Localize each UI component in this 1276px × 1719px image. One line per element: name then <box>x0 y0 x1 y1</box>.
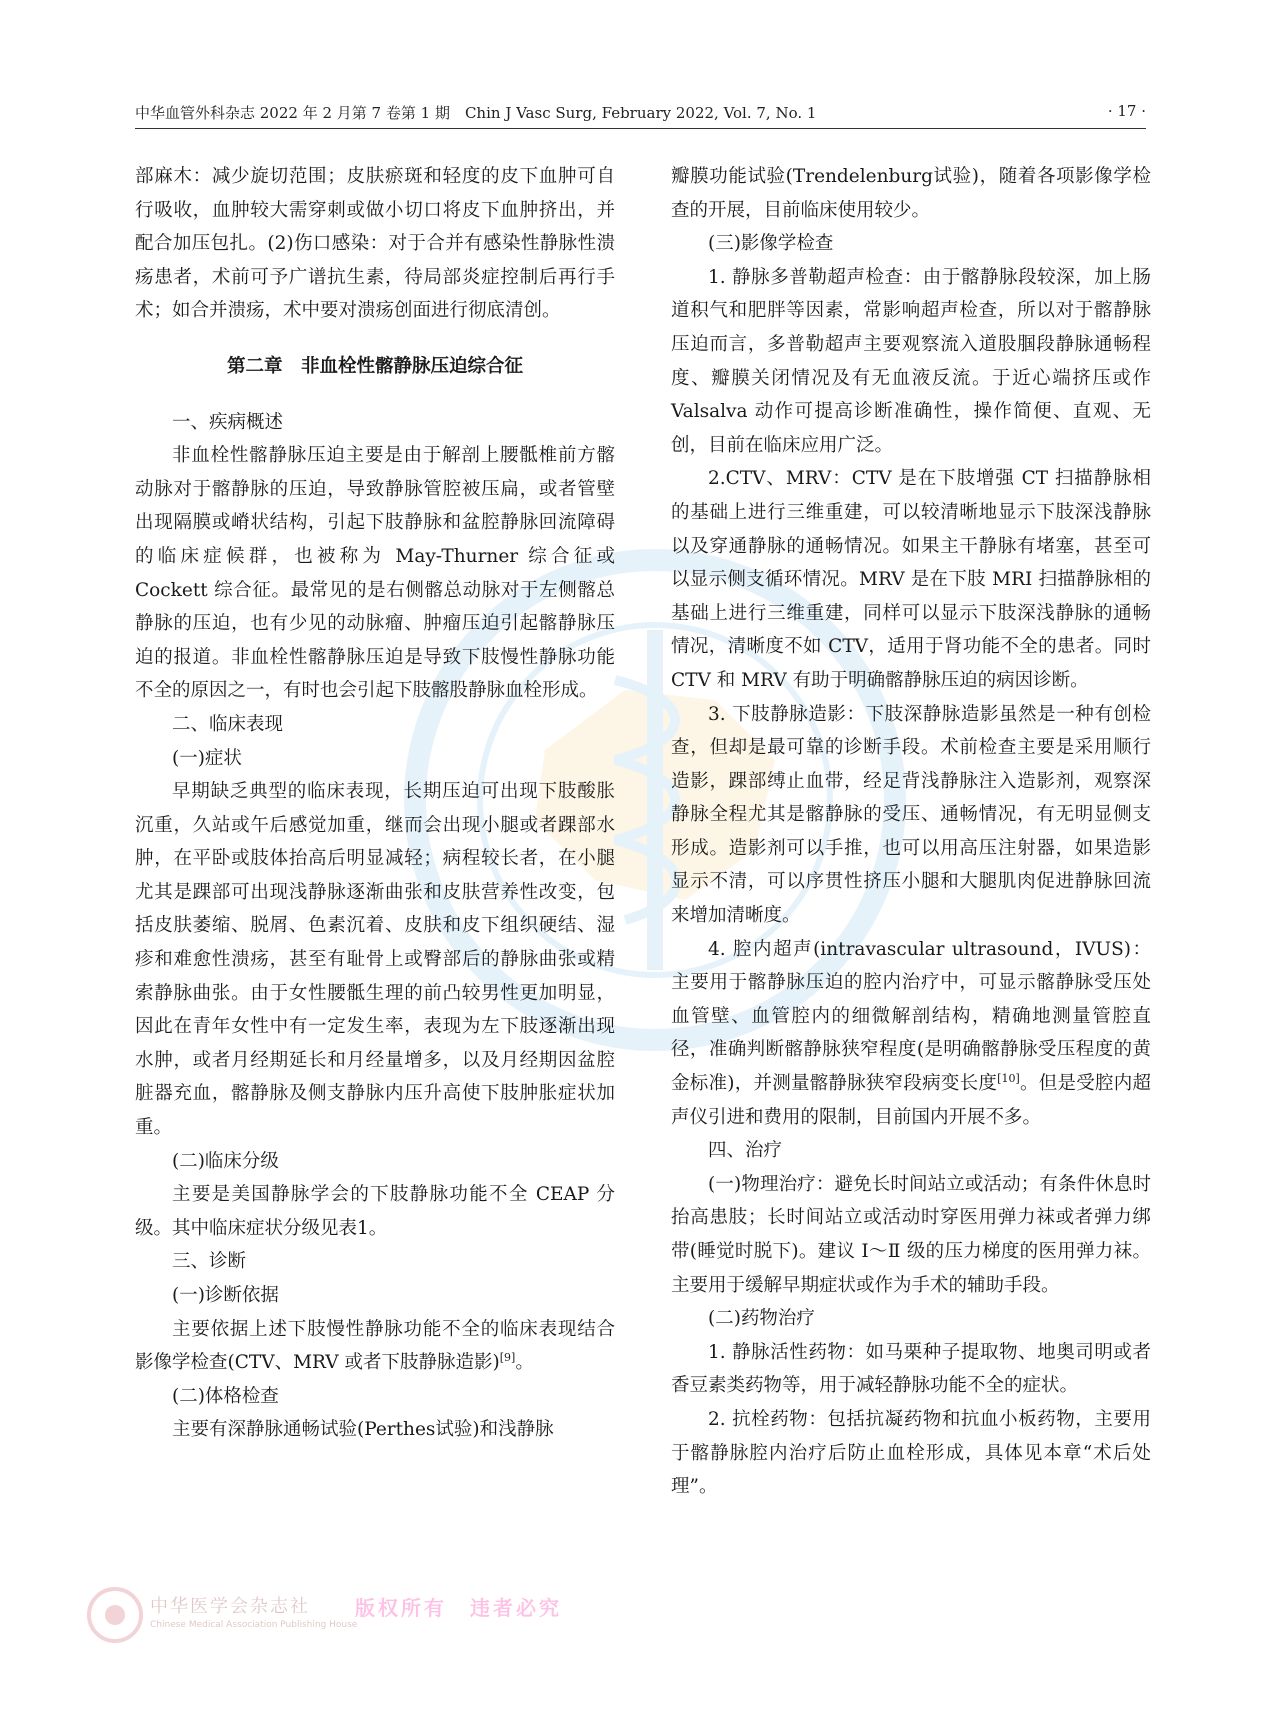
copyright-stamp: 版权所有 违者必究 <box>355 1596 562 1620</box>
page-number: · 17 · <box>1107 102 1146 120</box>
subsection-heading: (二)临床分级 <box>172 1150 279 1172</box>
journal-citation: 中华血管外科杂志 2022 年 2 月第 7 卷第 1 期 Chin J Vasc Surg, February 2022, Vol. 7, No. 1 <box>135 104 817 122</box>
publisher-name: 中华医学会杂志社 <box>150 1596 310 1617</box>
paragraph: 1. 静脉活性药物：如马栗种子提取物、地奥司明或者香豆素类药物等，用于减轻静脉功能不全的症状。 <box>671 1341 1151 1397</box>
section-heading: 四、治疗 <box>708 1140 783 1162</box>
section-heading: 一、疾病概述 <box>172 411 284 433</box>
citation-ref[interactable]: [10] <box>997 1071 1020 1085</box>
publisher-name-en: Chinese Medical Association Publishing House <box>150 1620 358 1630</box>
right-column <box>671 160 1151 1504</box>
paragraph: 早期缺乏典型的临床表现，长期压迫可出现下肢酸胀沉重，久站或午后感觉加重，继而会出现小腿或者踝部水肿，在平卧或肢体抬高后明显减轻；病程较长者，在小腿尤其是踝部可出现浅静脉逐渐曲张和皮肤营养性改变，包括皮肤萎缩、脱屑、色素沉着、皮肤和皮下组织硬结、湿疹和难愈性溃疡，甚至有耻骨上或臀部后的静脉曲张或精索静脉曲张。由于女性腰骶生理的前凸较男性更加明显，因此在青年女性中有一定发生率，表现为左下肢逐渐出现水肿，或者月经期延长和月经量增多，以及月经期因盆腔脏器充血，髂静脉及侧支静脉内压升高使下肢肿胀症状加重。 <box>135 781 615 1139</box>
subsection-heading: (二)体格检查 <box>172 1385 279 1407</box>
citation-ref[interactable]: [9] <box>499 1351 516 1365</box>
running-header <box>135 102 1146 128</box>
paragraph: 2. 抗栓药物：包括抗凝药物和抗血小板药物，主要用于髂静脉腔内治疗后防止血栓形成，具体见本章“术后处理”。 <box>671 1408 1151 1498</box>
header-rule <box>135 128 1146 129</box>
section-heading: 三、诊断 <box>172 1251 247 1273</box>
paragraph: 1. 静脉多普勒超声检查：由于髂静脉段较深，加上肠道积气和肥胖等因素，常影响超声检查，所以对于髂静脉压迫而言，多普勒超声主要观察流入道股腘段静脉通畅程度、瓣膜关闭情况及有无血液反流。于近心端挤压或作 Valsalva 动作可提高诊断准确性，操作简便、直观、无创，目前在临床应用广泛。 <box>671 266 1151 456</box>
subsection-heading: (一)诊断依据 <box>172 1285 279 1306</box>
paragraph: (一)物理治疗：避免长时间站立或活动；有条件休息时抬高患肢；长时间站立或活动时穿医用弹力袜或者弹力绑带(睡觉时脱下)。建议 Ⅰ～Ⅱ 级的压力梯度的医用弹力袜。主要用于缓解早期症状或作为手术的辅助手段。 <box>671 1173 1151 1296</box>
chapter-heading: 第二章 非血栓性髂静脉压迫综合征 <box>226 355 523 377</box>
paragraph <box>671 933 1151 1135</box>
subsection-heading: (二)药物治疗 <box>708 1308 815 1330</box>
paragraph-text: 。 <box>515 1352 534 1374</box>
paragraph: 部麻木：减少旋切范围；皮肤瘀斑和轻度的皮下血肿可自行吸收，血肿较大需穿刺或做小切口将皮下血肿挤出，并配合加压包扎。(2)伤口感染：对于合并有感染性静脉性溃疡患者，术前可予广谱抗生素，待局部炎症控制后再行手术；如合并溃疡，术中要对溃疡创面进行彻底清创。 <box>135 166 615 322</box>
paragraph: 2.CTV、MRV：CTV 是在下肢增强 CT 扫描静脉相的基础上进行三维重建，可以较清晰地显示下肢深浅静脉以及穿通静脉的通畅情况。如果主干静脉有堵塞，甚至可以显示侧支循环情况。MRV 是在下肢 MRI 扫描静脉相的基础上进行三维重建，同样可以显示下肢深浅静脉的通畅情况，清晰度不如 CTV，适用于肾功能不全的患者。同时 CTV 和 MRV 有助于明确髂静脉压迫的病因诊断。 <box>671 468 1151 691</box>
publisher-logo-icon <box>85 1585 145 1645</box>
subsection-heading: (一)症状 <box>172 747 242 769</box>
paragraph-text: 4. 腔内超声(intravascular ultrasound，IVUS)：主要用于髂静脉压迫的腔内治疗中，可显示髂静脉受压处血管壁、血管腔内的细微解剖结构，精确地测量管腔直径，准确判断髂静脉狭窄程度(是明确髂静脉受压程度的黄金标准)，并测量髂静脉狭窄段病变长度 <box>671 938 1151 1095</box>
subsection-heading: (三)影像学检查 <box>708 233 834 255</box>
paragraph: 主要有深静脉通畅试验(Perthes试验)和浅静脉 <box>172 1419 554 1441</box>
paragraph-text: 主要依据上述下肢慢性静脉功能不全的临床表现结合影像学检查(CTV、MRV 或者下肢静脉造影) <box>135 1318 615 1374</box>
left-column <box>135 160 615 1447</box>
section-heading: 二、临床表现 <box>172 713 284 735</box>
paragraph: 瓣膜功能试验(Trendelenburg试验)，随着各项影像学检查的开展，目前临床使用较少。 <box>671 166 1151 221</box>
paragraph <box>135 1313 615 1380</box>
paragraph: 3. 下肢静脉造影：下肢深静脉造影虽然是一种有创检查，但却是最可靠的诊断手段。术前检查主要是采用顺行造影，踝部缚止血带，经足背浅静脉注入造影剂，观察深静脉全程尤其是髂静脉的受压、通畅情况，有无明显侧支形成。造影剂可以手推，也可以用高压注射器，如果造影显示不清，可以序贯性挤压小腿和大腿肌肉促进静脉回流来增加清晰度。 <box>671 703 1151 927</box>
paragraph: 非血栓性髂静脉压迫主要是由于解剖上腰骶椎前方髂动脉对于髂静脉的压迫，导致静脉管腔被压扁，或者管壁出现隔膜或嵴状结构，引起下肢静脉和盆腔静脉回流障碍的临床症候群，也被称为 May-Thurner 综合征或 Cockett 综合征。最常见的是右侧髂总动脉对于左侧髂总静脉的压迫，也有少见的动脉瘤、肿瘤压迫引起髂静脉压迫的报道。非血栓性髂静脉压迫是导致下肢慢性静脉功能不全的原因之一，有时也会引起下肢髂股静脉血栓形成。 <box>135 445 615 702</box>
paragraph: 主要是美国静脉学会的下肢静脉功能不全 CEAP 分级。其中临床症状分级见表1。 <box>135 1184 615 1239</box>
paragraph-text: 。但是受腔内超声仪引进和费用的限制，目前国内开展不多。 <box>671 1073 1151 1128</box>
